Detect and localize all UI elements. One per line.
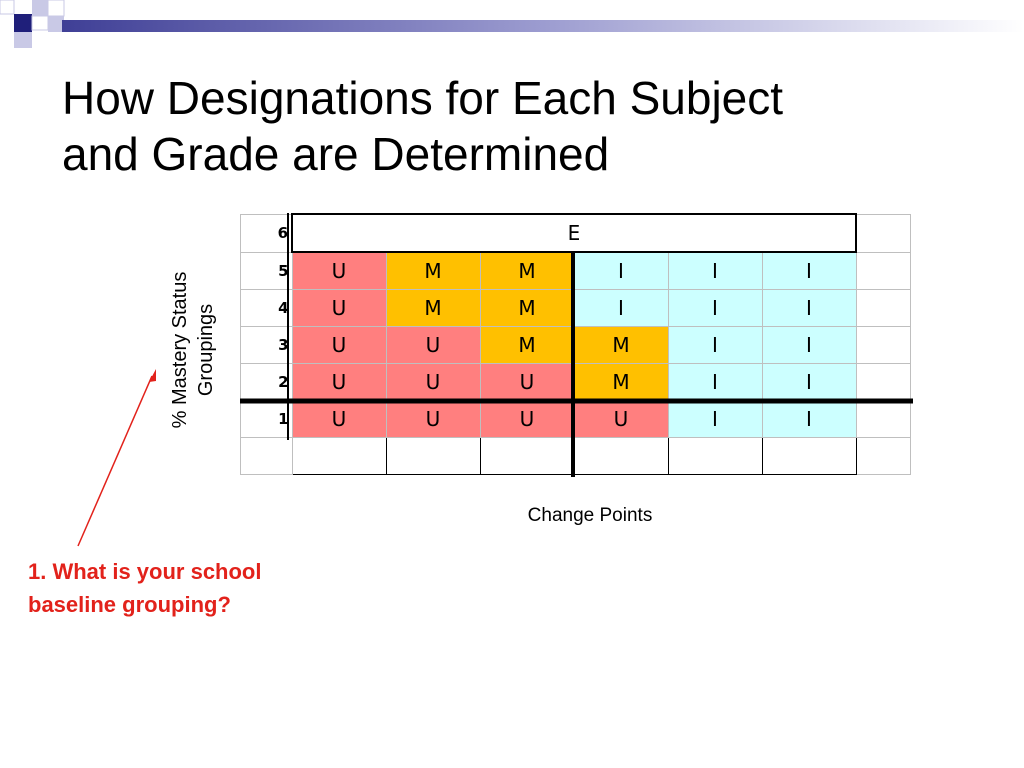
empty-cell bbox=[856, 214, 911, 252]
question-text bbox=[28, 555, 358, 621]
grid-row bbox=[241, 438, 911, 475]
slide-title bbox=[62, 70, 962, 182]
grid-cell: M bbox=[386, 252, 480, 290]
grid-cell: I bbox=[574, 290, 668, 327]
title-line-1: How Designations for Each Subject bbox=[62, 72, 784, 124]
row-label: 5 bbox=[241, 252, 293, 290]
grid-cell: I bbox=[668, 327, 762, 364]
empty-cell bbox=[241, 438, 293, 475]
row-label: 4 bbox=[241, 290, 293, 327]
grid-cell: I bbox=[762, 290, 856, 327]
grid-cell: I bbox=[668, 252, 762, 290]
grid-cell: M bbox=[480, 327, 574, 364]
question-line-2: baseline grouping? bbox=[28, 592, 231, 617]
grid-row bbox=[241, 214, 911, 252]
pointer-arrow-head bbox=[149, 369, 156, 382]
grid-cell: M bbox=[480, 252, 574, 290]
grid-cell: I bbox=[762, 364, 856, 401]
y-axis-label-line-2: Groupings bbox=[195, 303, 217, 397]
empty-cell bbox=[856, 438, 911, 475]
grid-cell: I bbox=[762, 327, 856, 364]
grid-row bbox=[241, 364, 911, 401]
pointer-arrow-line bbox=[78, 376, 152, 546]
exemplary-cell: E bbox=[292, 214, 856, 252]
grid-cell: I bbox=[668, 290, 762, 327]
empty-cell bbox=[668, 438, 762, 475]
grid-cell: U bbox=[292, 364, 386, 401]
empty-cell bbox=[574, 438, 668, 475]
row-label: 1 bbox=[241, 401, 293, 438]
question-line-1: 1. What is your school bbox=[28, 559, 262, 584]
row-label: 6 bbox=[241, 214, 293, 252]
grid-cell: M bbox=[386, 290, 480, 327]
row-label: 2 bbox=[241, 364, 293, 401]
grid-cell: U bbox=[386, 401, 480, 438]
empty-cell bbox=[856, 290, 911, 327]
y-axis-label-line-1: % Mastery Status bbox=[169, 271, 191, 429]
grid-row bbox=[241, 401, 911, 438]
grid-cell: U bbox=[292, 401, 386, 438]
grid-cell: I bbox=[668, 364, 762, 401]
empty-cell bbox=[386, 438, 480, 475]
empty-cell bbox=[480, 438, 574, 475]
grid-cell: I bbox=[574, 252, 668, 290]
y-axis-label bbox=[167, 240, 219, 460]
grid-cell: U bbox=[480, 364, 574, 401]
grid-cell: U bbox=[292, 290, 386, 327]
grid-cell: U bbox=[480, 401, 574, 438]
grid-row bbox=[241, 290, 911, 327]
grid-cell: I bbox=[762, 252, 856, 290]
title-line-2: and Grade are Determined bbox=[62, 128, 610, 180]
grid-cell: U bbox=[386, 364, 480, 401]
grid-cell: U bbox=[292, 327, 386, 364]
grid-cell: I bbox=[762, 401, 856, 438]
empty-cell bbox=[856, 327, 911, 364]
grid-cell: I bbox=[668, 401, 762, 438]
grid-row bbox=[241, 327, 911, 364]
grid-cell: U bbox=[574, 401, 668, 438]
empty-cell bbox=[856, 401, 911, 438]
grid-cell: U bbox=[386, 327, 480, 364]
empty-cell bbox=[856, 252, 911, 290]
grid-cell: M bbox=[574, 364, 668, 401]
corner-decoration bbox=[0, 0, 1024, 50]
row-label: 3 bbox=[241, 327, 293, 364]
designation-grid bbox=[240, 213, 911, 475]
empty-cell bbox=[856, 364, 911, 401]
empty-cell bbox=[762, 438, 856, 475]
grid-cell: M bbox=[480, 290, 574, 327]
grid-cell: U bbox=[292, 252, 386, 290]
grid-row bbox=[241, 252, 911, 290]
empty-cell bbox=[292, 438, 386, 475]
grid-cell: M bbox=[574, 327, 668, 364]
x-axis-label: Change Points bbox=[527, 505, 653, 526]
